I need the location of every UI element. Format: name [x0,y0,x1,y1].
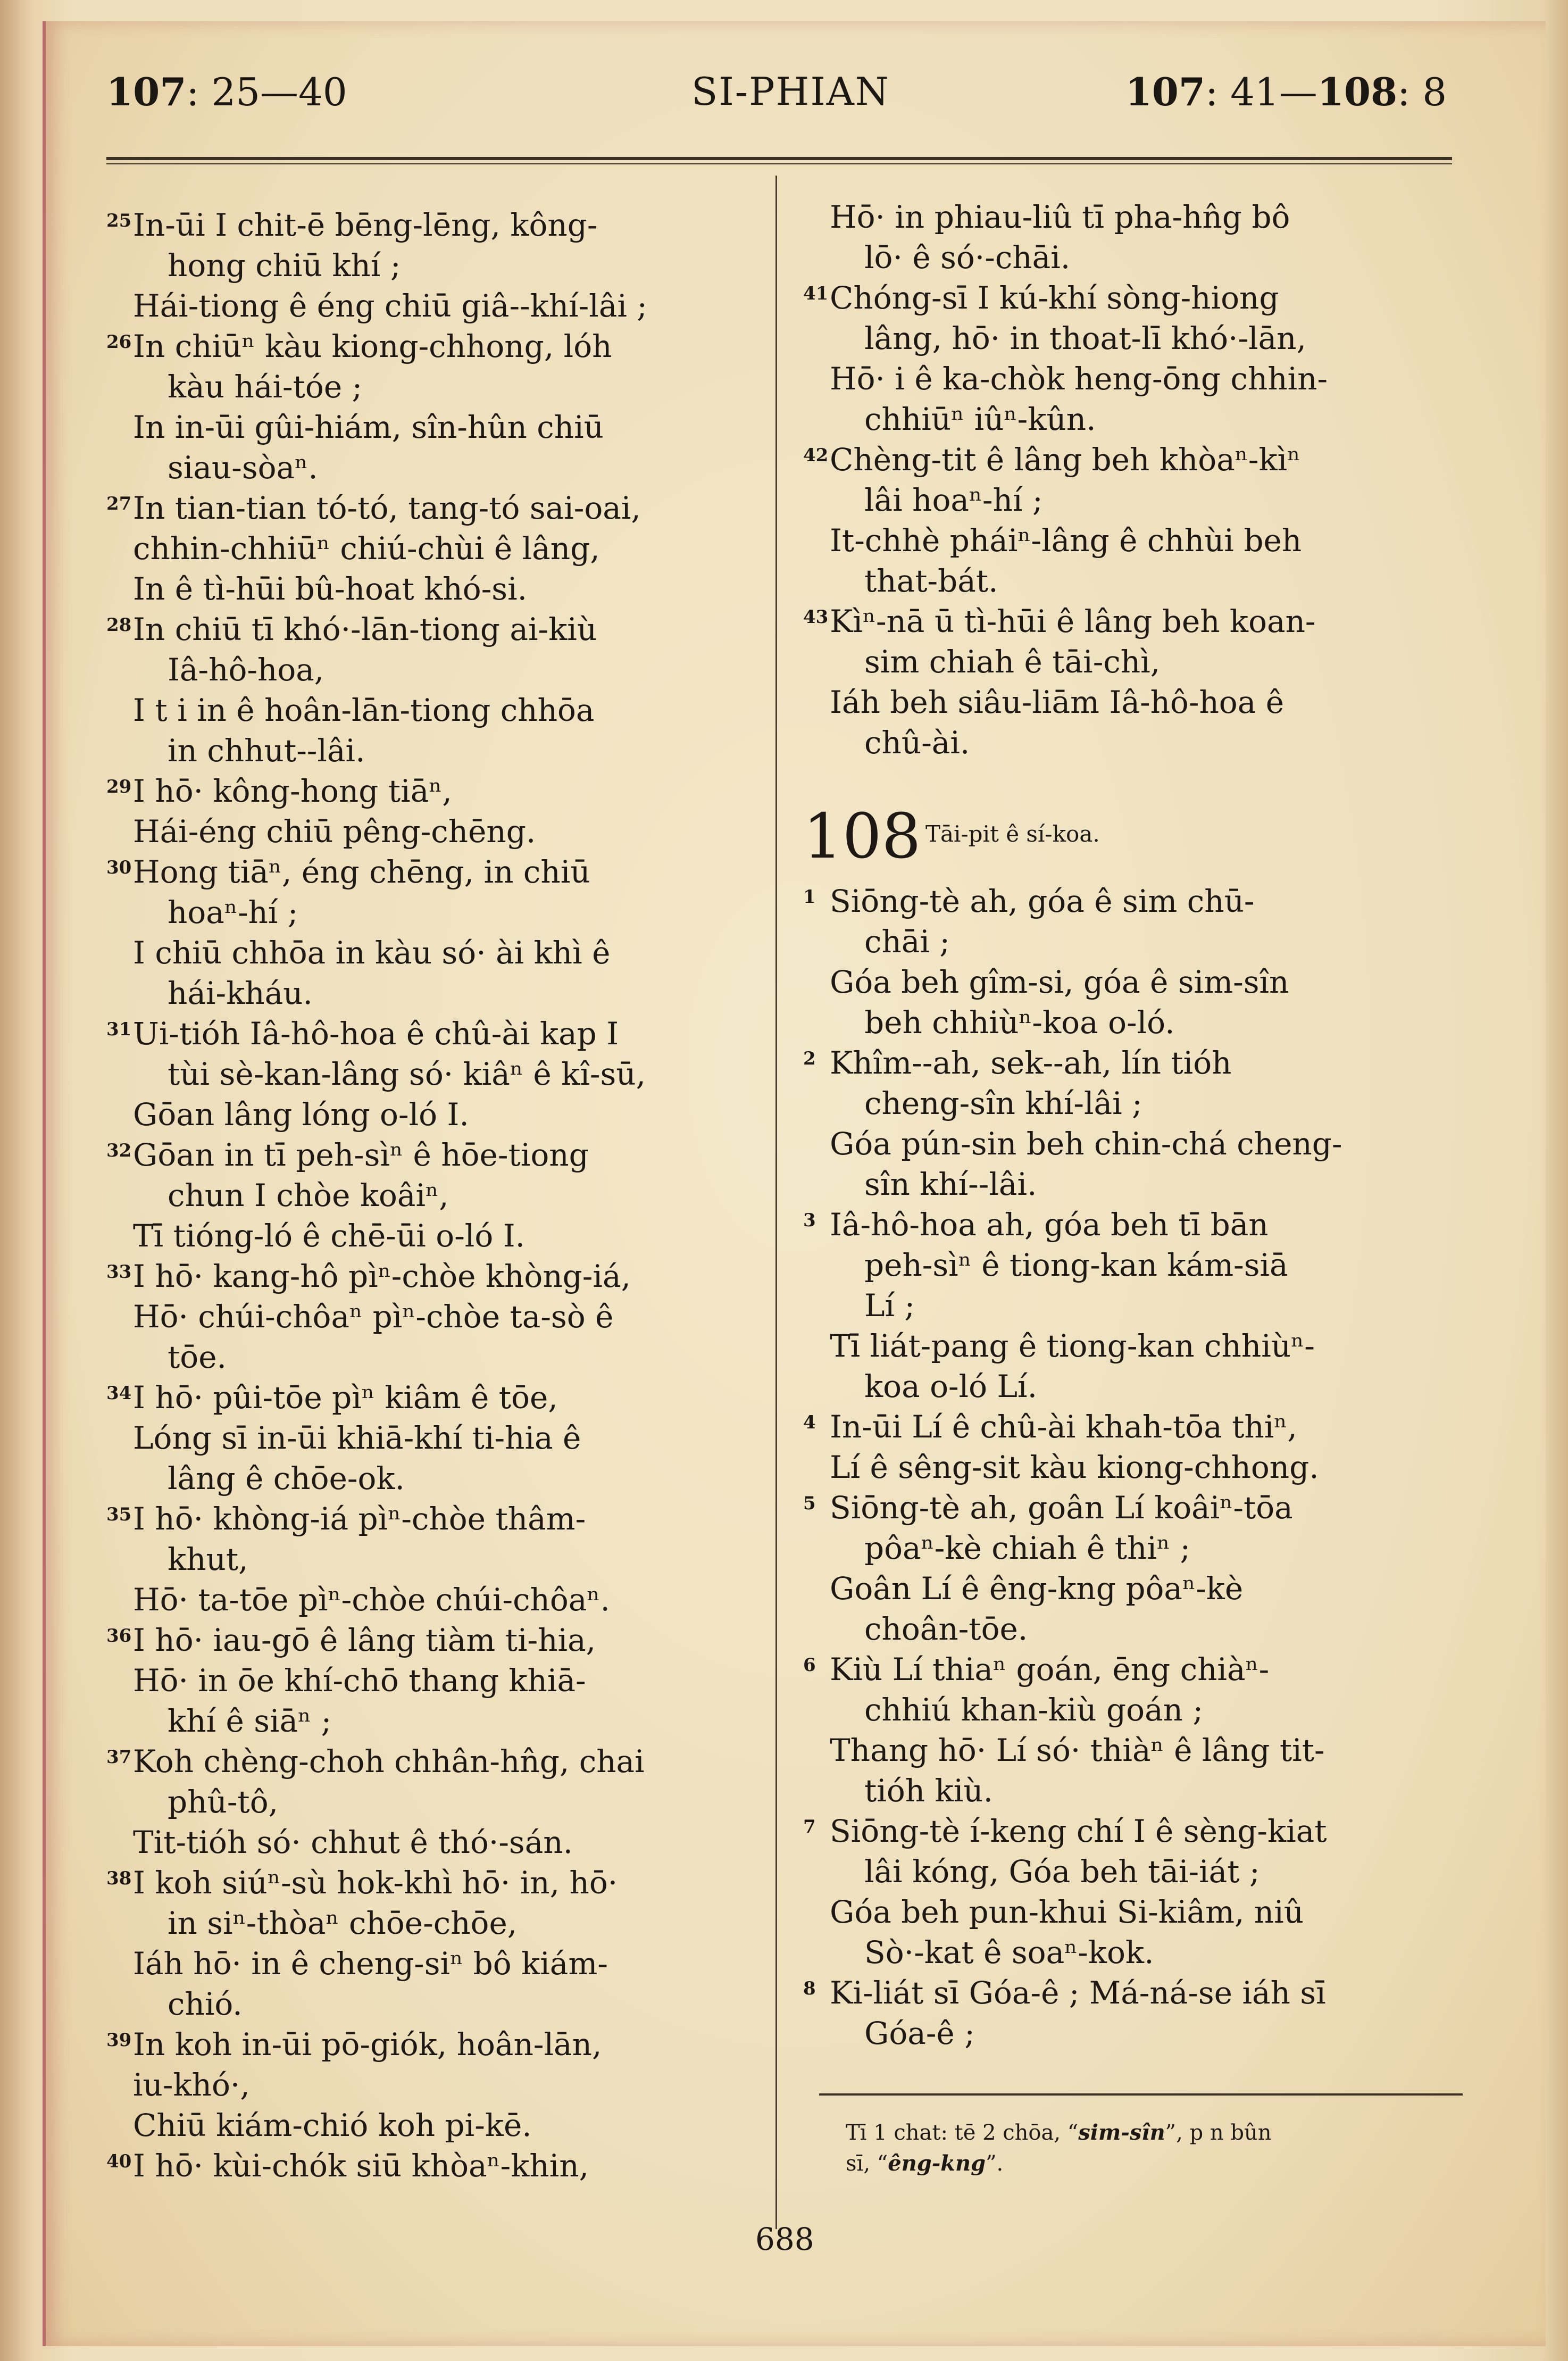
verse-line: Tit-tióh só· chhut ê thó·-sán. [133,1824,573,1860]
verse-line: chhiūⁿ iûⁿ-kûn. [864,401,1096,437]
verse-line: Iâ-hô-hoa, [168,652,324,688]
verse-number: 34 [106,1383,132,1404]
verse-number: 31 [106,1019,132,1040]
verse-line: Iâ-hô-hoa ah, góa beh tī bān [830,1207,1269,1243]
verse [106,326,766,488]
verse-number: 35 [106,1504,132,1525]
verse-number: 6 [803,1655,816,1676]
verse-line: It-chhè pháiⁿ-lâng ê chhùi beh [830,522,1302,559]
page-number: 688 [755,2221,814,2257]
running-header [64,59,1457,117]
verse-number: 43 [803,606,829,628]
verse-line: lâi hoaⁿ-hí ; [864,482,1043,518]
verse [106,771,766,852]
verse-line: Goân Lí ê êng-kng pôaⁿ-kè [830,1570,1244,1607]
verse-line: I hō· kông-hong tiāⁿ, [133,773,452,809]
verse-line: Góa-ê ; [864,2015,975,2051]
verse [803,1487,1468,1649]
verse [106,1377,766,1499]
column-divider [775,176,777,2229]
verse-line: Góa beh gîm-si, góa ê sim-sîn [830,964,1289,1000]
verse-number: 1 [803,886,816,908]
verse-line: koa o-ló Lí. [864,1368,1038,1404]
verse-line: I hō· khòng-iá pìⁿ-chòe thâm- [133,1501,586,1537]
verse [106,1863,766,2024]
verse-line: Koh chèng-choh chhân-hn̂g, chai [133,1743,645,1780]
verse-line: chun I chòe koâiⁿ, [168,1177,449,1213]
verse-line: Góa beh pun-khui Si-kiâm, niû [830,1894,1304,1930]
header-left-reference: 107: 25—40 [106,69,347,114]
verse-number: 42 [803,445,829,466]
verse-line: kàu hái-tóe ; [168,369,363,405]
verse-line: I hō· iau-gō ê lâng tiàm ti-hia, [133,1622,596,1658]
verse [106,2024,766,2146]
verse-line: Siōng-tè ah, goân Lí koâiⁿ-tōa [830,1490,1293,1526]
psalm-number: 108 [803,801,921,872]
verse-line: In koh in-ūi pō-giók, hoân-lān, [133,2026,602,2063]
verse-line: tōe. [168,1339,227,1375]
verse-line: lâng ê chōe-ok. [168,1460,405,1497]
verse-number: 30 [106,857,132,878]
header-right-reference: 107: 41—108: 8 [1125,69,1447,114]
verse-line: choân-tōe. [864,1611,1028,1647]
verse-number: 32 [106,1140,132,1161]
verse [106,205,766,326]
verse-line: Ki-liát sī Góa-ê ; Má-ná-se iáh sī [830,1975,1326,2011]
verse-line: phû-tô, [168,1784,279,1820]
verse-line: Hái-éng chiū pêng-chēng. [133,813,536,850]
verse-number: 26 [106,331,132,353]
verse [803,1204,1468,1407]
verse-line: Kìⁿ-nā ū tì-hūi ê lâng beh koan- [830,603,1316,639]
header-rule [106,157,1452,164]
verse-line: hong chiū khí ; [168,247,401,284]
footnote-rule [819,2093,1463,2096]
right-column-psalm-107-end [803,197,1468,763]
verse-line: Lóng sī in-ūi khiā-khí ti-hia ê [133,1420,581,1456]
verse-number: 40 [106,2151,132,2172]
right-column [803,197,1468,2054]
verse-number: 27 [106,493,132,514]
verse-number: 39 [106,2030,132,2051]
verse-line: that-bát. [864,563,998,599]
verse-line: In-ūi Lí ê chû-ài khah-tōa thiⁿ, [830,1409,1297,1445]
verse-line: In chiū tī khó·-lān-tiong ai-kiù [133,611,597,647]
verse [803,197,1468,278]
verse-line: Hō· chúi-chôaⁿ pìⁿ-chòe ta-sò ê [133,1299,614,1335]
verse-line: cheng-sîn khí-lâi ; [864,1085,1142,1121]
verse-line: peh-sìⁿ ê tiong-kan kám-siā [864,1247,1288,1283]
verse [803,278,1468,439]
verse [803,601,1468,763]
verse-number: 2 [803,1048,816,1069]
verse-line: In in-ūi gûi-hiám, sîn-hûn chiū [133,409,604,445]
verse-number: 37 [106,1747,132,1768]
verse-line: sîn khí--lâi. [864,1166,1037,1202]
verse-line: chû-ài. [864,725,970,761]
verse-line: Góa pún-sin beh chin-chá cheng- [830,1126,1342,1162]
verse-line: chāi ; [864,924,950,960]
verse-number: 36 [106,1625,132,1647]
verse [106,1620,766,1741]
verse [803,1407,1468,1487]
verse-line: Hong tiāⁿ, éng chēng, in chiū [133,854,590,890]
verse [803,1973,1468,2054]
verse-line: chhiú khan-kiù goán ; [864,1692,1204,1728]
verse-line: Iáh beh siâu-liām Iâ-hô-hoa ê [830,684,1285,720]
verse-line: In ê tì-hūi bû-hoat khó-si. [133,571,528,607]
verse-line: sim chiah ê tāi-chì, [864,644,1161,680]
verse-line: Gōan in tī peh-sìⁿ ê hōe-tiong [133,1137,589,1173]
verse-number: 29 [106,776,132,797]
verse [106,1135,766,1256]
verse-line: hái-kháu. [168,975,313,1011]
verse [803,1043,1468,1204]
verse-line: Hō· in ōe khí-chō thang khiā- [133,1662,586,1699]
verse-line: Khîm--ah, sek--ah, lín tióh [830,1045,1232,1081]
verse-number: 4 [803,1412,816,1433]
verse [803,881,1468,1043]
verse-line: Sò·-kat ê soaⁿ-kok. [864,1934,1154,1971]
verse-line: Siōng-tè ah, góa ê sim chū- [830,883,1255,919]
verse [106,1256,766,1377]
verse-line: Tī tióng-ló ê chē-ūi o-ló I. [133,1218,526,1254]
verse-number: 3 [803,1210,816,1231]
verse [803,1649,1468,1811]
verse-line: I koh siúⁿ-sù hok-khì hō· in, hō· [133,1865,618,1901]
verse-line: Chèng-tit ê lâng beh khòaⁿ-kìⁿ [830,442,1301,478]
verse-line: Chiū kiám-chió koh pi-kē. [133,2107,532,2143]
verse-line: Ui-tióh Iâ-hô-hoa ê chû-ài kap I [133,1016,619,1052]
verse-line: In chiūⁿ kàu kiong-chhong, lóh [133,328,612,364]
verse-line: In tian-tian tó-tó, tang-tó sai-oai, [133,490,641,526]
verse-line: iu-khó·, [133,2067,250,2103]
verse-number: 41 [803,283,829,304]
verse [803,439,1468,601]
verse-line: khí ê siāⁿ ; [168,1703,332,1739]
verse-line: beh chhiùⁿ-koa o-ló. [864,1004,1175,1041]
verse-line: In-ūi I chit-ē bēng-lēng, kông- [133,207,598,243]
verse-number: 25 [106,210,132,231]
verse-line: siau-sòaⁿ. [168,450,318,486]
verse-number: 5 [803,1493,816,1514]
verse-number: 8 [803,1978,816,1999]
verse-line: in chhut--lâi. [168,733,365,769]
verse-line: Hō· ta-tōe pìⁿ-chòe chúi-chôaⁿ. [133,1582,610,1618]
verse [106,1013,766,1135]
verse-line: Hái-tiong ê éng chiū giâ--khí-lâi ; [133,288,647,324]
verse [106,2146,766,2186]
verse-number: 28 [106,614,132,636]
verse [106,609,766,771]
verse-line: lâng, hō· in thoat-lī khó·-lān, [864,320,1306,356]
verse-line: Thang hō· Lí só· thiàⁿ ê lâng tit- [830,1732,1325,1768]
verse-line: hoaⁿ-hí ; [168,894,298,930]
verse-line: I hō· kùi-chók siū khòaⁿ-khin, [133,2148,589,2184]
verse-line: Lí ; [864,1287,915,1324]
verse-line: Hō· i ê ka-chòk heng-ōng chhin- [830,361,1328,397]
verse [803,1811,1468,1973]
verse-line: I hō· kang-hô pìⁿ-chòe khòng-iá, [133,1258,631,1294]
verse-line: Hō· in phiau-liû tī pha-hn̂g bô [830,199,1290,235]
verse-line: I hō· pûi-tōe pìⁿ kiâm ê tōe, [133,1379,558,1416]
verse-line: Tī liát-pang ê tiong-kan chhiùⁿ- [830,1328,1315,1364]
verse-line: chió. [168,1986,243,2022]
header-book-title: SI-PHIAN [691,69,890,114]
verse-line: Lí ê sêng-sit kàu kiong-chhong. [830,1449,1319,1485]
verse-line: Chóng-sī I kú-khí sòng-hiong [830,280,1279,316]
verse-line: lō· ê só·-chāi. [864,239,1071,276]
verse-line: I t i in ê hoân-lān-tiong chhōa [133,692,595,728]
right-column-psalm-108 [803,881,1468,2054]
verse-number: 33 [106,1261,132,1283]
verse-line: lâi kóng, Góa beh tāi-iát ; [864,1853,1260,1890]
verse-line: pôaⁿ-kè chiah ê thiⁿ ; [864,1530,1191,1566]
verse-line: I chiū chhōa in kàu só· ài khì ê [133,935,611,971]
verse-line: chhin-chhiūⁿ chiú-chùi ê lâng, [133,530,600,567]
verse [106,488,766,609]
psalm-title: Tāi-pit ê sí-koa. [925,821,1100,847]
verse-line: Siōng-tè í-keng chí I ê sèng-kiat [830,1813,1327,1849]
verse [106,1499,766,1620]
verse-number: 7 [803,1816,816,1838]
verse-line: khut, [168,1541,248,1577]
verse [106,1741,766,1863]
verse-line: Kiù Lí thiaⁿ goán, ēng chiàⁿ- [830,1651,1270,1687]
left-column [106,205,766,2186]
verse-line: in siⁿ-thòaⁿ chōe-chōe, [168,1905,518,1941]
psalm-108-heading [803,802,1468,871]
verse [106,852,766,1013]
verse-line: tùi sè-kan-lâng só· kiâⁿ ê kî-sū, [168,1056,646,1092]
verse-line: tióh kiù. [864,1773,994,1809]
footnote: Tī 1 chat: tē 2 chōa, “sim-sîn”, p n bûn sī, “êng-kng”. [846,2120,1272,2176]
verse-line: Iáh hō· in ê cheng-siⁿ bô kiám- [133,1946,608,1982]
verse-line: Gōan lâng lóng o-ló I. [133,1096,469,1133]
verse-number: 38 [106,1868,132,1889]
